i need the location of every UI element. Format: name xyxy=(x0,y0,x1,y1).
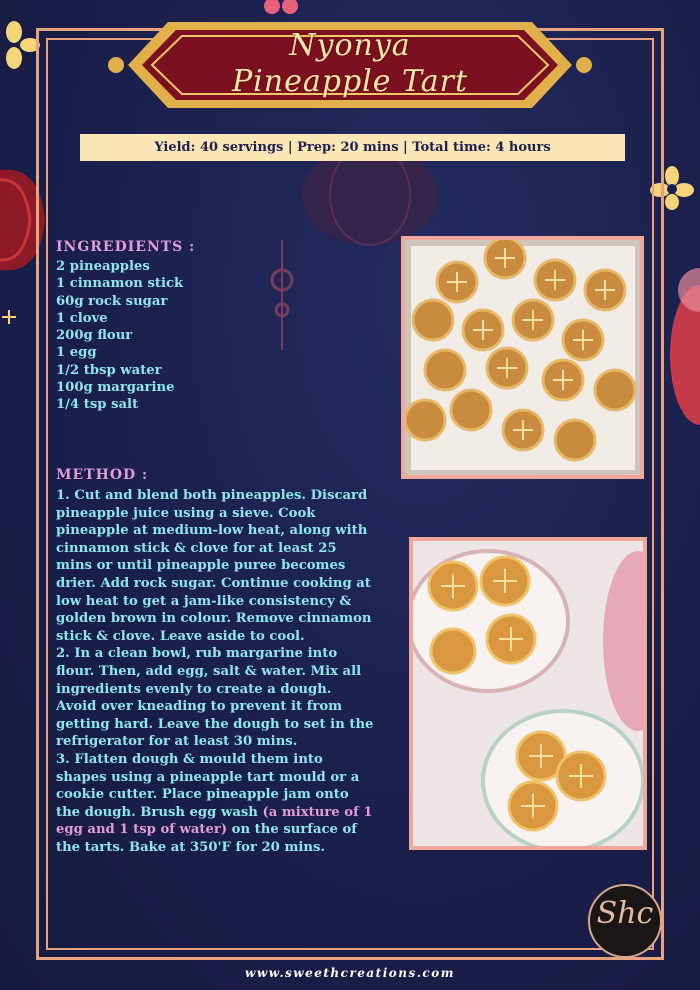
method-step-2: 2. In a clean bowl, rub margarine into flour. Then, add egg, salt & water. Mix all ingredients evenly to create a dough. Avoid over kneading to prevent it from getting hard. Leave the dough to set in the refrigerator for at least 30 mins. xyxy=(56,646,374,750)
logo-text: Shc xyxy=(596,896,654,931)
method-step-3-end: on the surface of the tarts. Bake at 350'F for 20 mins. xyxy=(56,822,357,855)
ingredient-item: 100g margarine xyxy=(56,380,175,396)
sparkle-left-decoration xyxy=(2,310,16,324)
method-step-3-text: 3. Flatten dough & mould them into shapes using a pineapple tart mould or a cookie cutter. Place pineapple jam onto the dough. Brush egg wash xyxy=(56,751,360,820)
method-steps xyxy=(56,487,376,856)
method-heading: METHOD : xyxy=(56,467,149,483)
ingredient-item: 200g flour xyxy=(56,328,133,344)
ingredients-list xyxy=(56,258,183,414)
ingredient-item: 1 egg xyxy=(56,345,97,361)
tarts-tray-image xyxy=(405,240,640,475)
tarts-on-tray-photo xyxy=(401,236,644,479)
method-step-3 xyxy=(56,751,376,857)
title-line-1: Nyonya xyxy=(289,28,411,63)
brand-logo xyxy=(588,884,662,958)
ingredient-item: 1 clove xyxy=(56,310,108,326)
lantern-right-decoration xyxy=(660,250,700,460)
ingredient-item: 1/2 tbsp water xyxy=(56,362,162,378)
ingredient-item: 60g rock sugar xyxy=(56,293,168,309)
website-url: www.sweethcreations.com xyxy=(245,966,455,980)
tarts-plates-image xyxy=(413,541,643,846)
method-step-1: 1. Cut and blend both pineapples. Discard pineapple juice using a sieve. Cook pineapple at medium-low heat, along with cinnamon stick & clove for at least 25 mins or until pineapple puree becomes drier. Add rock sugar. Continue cooking at low heat to get a jam-like consistency & golden brown in colour. Remove cinnamon stick & clove. Leave aside to cool. xyxy=(56,488,372,644)
ingredient-item: 1/4 tsp salt xyxy=(56,397,139,413)
ingredient-item: 1 cinnamon stick xyxy=(56,276,184,292)
tarts-on-plates-photo xyxy=(409,537,647,850)
egg-wash-note: (a mixture of 1 egg and 1 tsp of water) xyxy=(56,804,373,838)
yield-banner: Yield: 40 servings | Prep: 20 mins | Total time: 4 hours xyxy=(80,134,625,161)
title-line-2: Pineapple Tart xyxy=(232,64,468,99)
ingredients-heading: INGREDIENTS : xyxy=(56,239,196,255)
ingredient-item: 2 pineapples xyxy=(56,259,150,274)
